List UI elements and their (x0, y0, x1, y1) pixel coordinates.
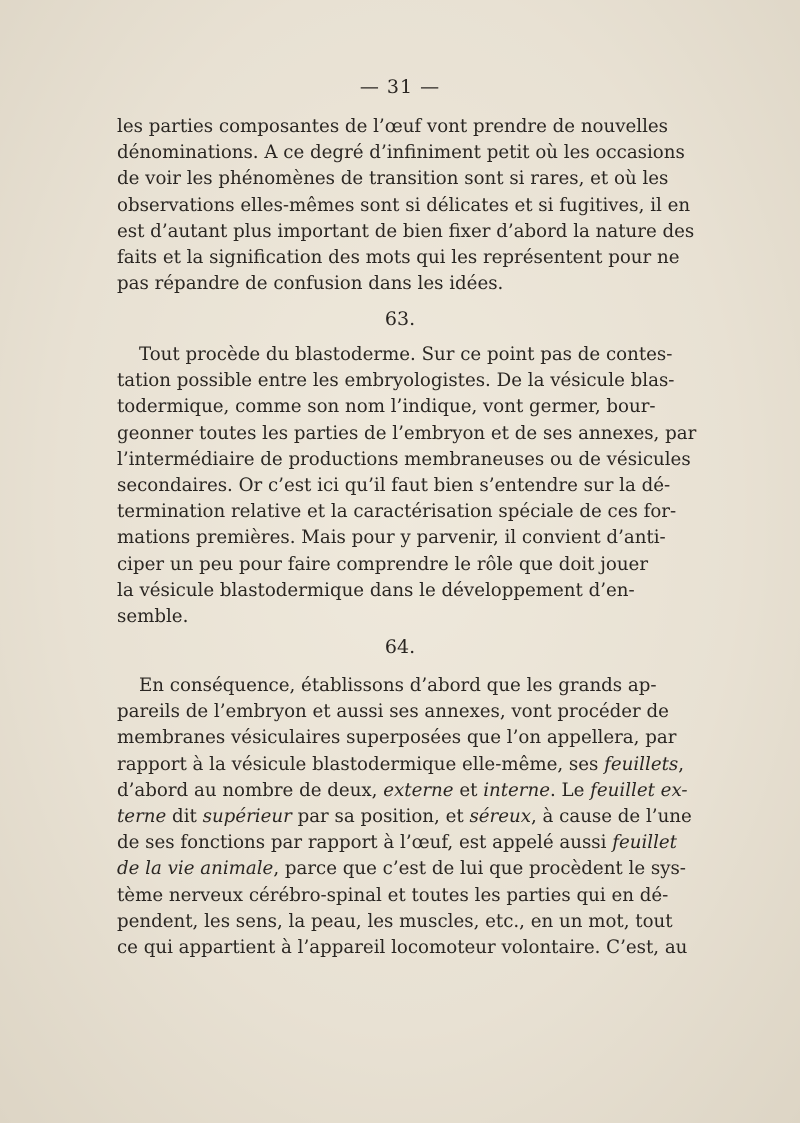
text-line (117, 804, 692, 830)
text-line: faits et la signification des mots qui les représentent pour ne (117, 247, 680, 269)
italic-term: feuillet ex- (590, 779, 688, 801)
text-line: ciper un peu pour faire comprendre le rôle que doit jouer (117, 553, 649, 575)
text-line (117, 856, 686, 882)
italic-term: supérieur (202, 806, 292, 828)
italic-term: terne (117, 806, 167, 828)
text-run: de ses fonctions par rapport à l’œuf, est appelé aussi (117, 832, 607, 854)
italic-term: externe (383, 779, 454, 801)
text-run: dit (172, 806, 197, 828)
text-run: , à cause de l’une (530, 806, 692, 828)
italic-term: de la vie animale (117, 858, 274, 880)
text-line (117, 830, 677, 856)
italic-term: interne (483, 779, 550, 801)
section-63-paragraph (117, 342, 697, 630)
text-line: ce qui appartient à l’appareil locomoteur volontaire. C’est, au (117, 937, 688, 959)
text-line: membranes vésiculaires superposées que l’on appellera, par (117, 727, 677, 749)
text-line: mations premières. Mais pour y parvenir, il convient d’anti- (117, 527, 666, 549)
text-line: semble. (117, 606, 189, 628)
text-line: geonner toutes les parties de l’embryon et de ses annexes, par (117, 422, 697, 444)
text-line: pendent, les sens, la peau, les muscles, etc., en un mot, tout (117, 910, 673, 932)
text-line (117, 778, 688, 804)
text-run: par sa position, et (297, 806, 464, 828)
text-line: pareils de l’embryon et aussi ses annexes, vont procéder de (117, 701, 669, 723)
text-line: est d’autant plus important de bien fixer d’abord la nature des (117, 220, 695, 242)
text-line: tation possible entre les embryologistes. De la vésicule blas- (117, 370, 675, 392)
text-run: et (459, 779, 478, 801)
text-line: secondaires. Or c’est ici qu’il faut bien s’entendre sur la dé- (117, 475, 671, 497)
text-line: todermique, comme son nom l’indique, vont germer, bour- (117, 396, 656, 418)
italic-term: feuillet (612, 832, 677, 854)
section-number-63: 63. (384, 308, 416, 330)
text-line: tème nerveux cérébro-spinal et toutes les parties qui en dé- (117, 884, 669, 906)
page-number: — 31 — (359, 76, 441, 98)
text-run: , parce que c’est de lui que procèdent le sys- (273, 858, 686, 880)
text-line: dénominations. A ce degré d’infiniment petit où les occasions (117, 142, 685, 164)
section-64-paragraph (117, 673, 692, 961)
text-run: d’abord au nombre de deux, (117, 779, 378, 801)
text-line: la vésicule blastodermique dans le développement d’en- (117, 579, 635, 601)
paragraph-continuation (117, 114, 695, 297)
text-line: Tout procède du blastoderme. Sur ce point pas de contes- (139, 344, 673, 365)
section-number-64: 64. (384, 636, 416, 658)
text-line: termination relative et la caractérisation spéciale de ces for- (117, 501, 677, 523)
text-line (117, 752, 685, 778)
italic-term: séreux (469, 806, 531, 828)
text-run: , (678, 753, 685, 775)
text-line: pas répandre de confusion dans les idées. (117, 273, 504, 295)
text-line: En conséquence, établissons d’abord que les grands ap- (139, 675, 657, 696)
italic-term: feuillets (604, 753, 679, 775)
text-line: les parties composantes de l’œuf vont prendre de nouvelles (117, 116, 668, 137)
text-line: l’intermédiaire de productions membraneuses ou de vésicules (117, 448, 691, 470)
text-run: rapport à la vésicule blastodermique elle-même, ses (117, 753, 599, 775)
text-run: . Le (549, 779, 585, 801)
text-line: observations elles-mêmes sont si délicates et si fugitives, il en (117, 194, 691, 216)
text-line: de voir les phénomènes de transition sont si rares, et où les (117, 168, 669, 190)
